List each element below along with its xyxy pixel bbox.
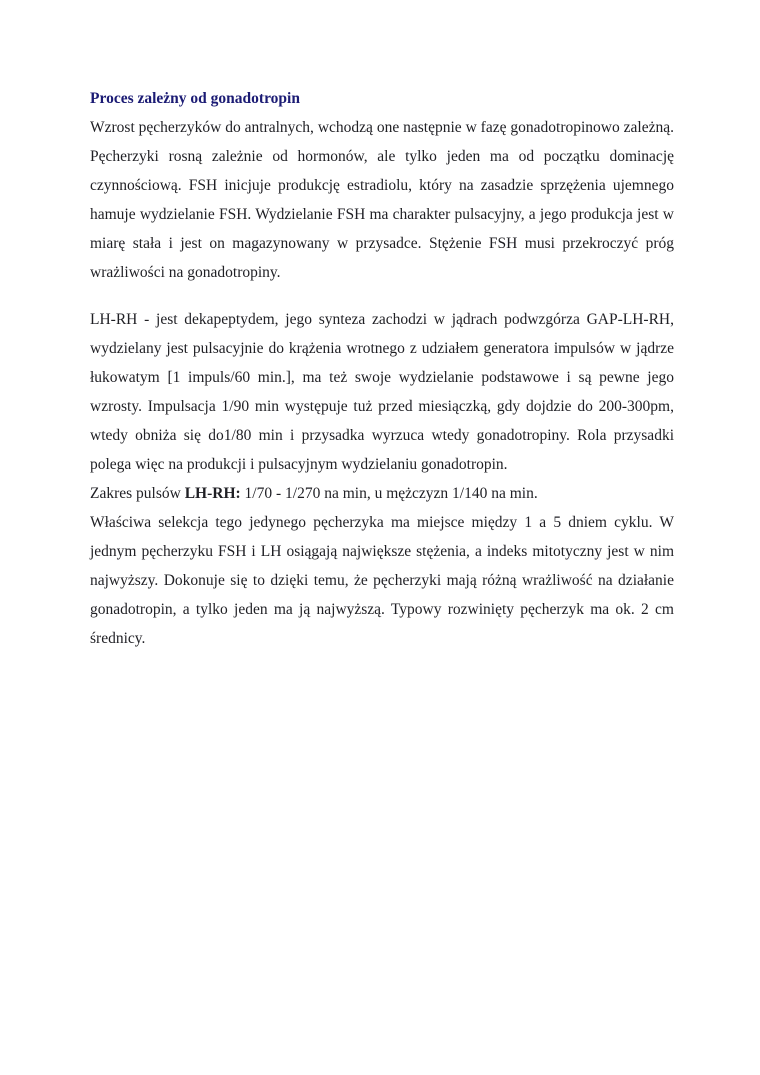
text-run-lhrh-bold: LH-RH: — [184, 485, 241, 502]
text-run: Zakres pulsów — [90, 485, 185, 502]
text-run: 1/70 - 1/270 na min, u mężczyzn 1/140 na min. — [240, 485, 538, 502]
paragraph-pulse-range — [90, 479, 674, 508]
paragraph-follicle-selection: Właściwa selekcja tego jedynego pęcherzyka ma miejsce między 1 a 5 dniem cyklu. W jednym pęcherzyku FSH i LH osiągają największe stężenia, a indeks mitotyczny jest w nim najwyższy. Dokonuje się to dzięki temu, że pęcherzyki mają różną wrażliwość na działanie gonadotropin, a tylko jeden ma ją najwyższą. Typowy rozwinięty pęcherzyk ma ok. 2 cm średnicy. — [90, 514, 674, 647]
paragraph-lhrh-decapeptide: LH-RH - jest dekapeptydem, jego synteza zachodzi w jądrach podwzgórza GAP-LH-RH, wydzielany jest pulsacyjnie do krążenia wrotnego z udziałem generatora impulsów w jądrze łukowatym [1 impuls/60 min.], ma też swoje wydzielanie podstawowe i są pewne jego wzrosty. Impulsacja 1/90 min występuje tuż przed miesiączką, gdy dojdzie do 200-300pm, wtedy obniża się do1/80 min i przysadka wyrzuca wtedy gonadotropiny. Rola przysadki polega więc na produkcji i pulsacyjnym wydzielaniu gonadotropin. — [90, 311, 674, 473]
document-content — [90, 84, 674, 653]
document-heading: Proces zależny od gonadotropin — [90, 90, 300, 107]
paragraph-follicle-growth: Wzrost pęcherzyków do antralnych, wchodzą one następnie w fazę gonadotropinowo zależną. Pęcherzyki rosną zależnie od hormonów, ale tylko jeden ma od początku dominację czynnościową. FSH inicjuje produkcję estradiolu, który na zasadzie sprzężenia ujemnego hamuje wydzielanie FSH. Wydzielanie FSH ma charakter pulsacyjny, a jego produkcja jest w miarę stała i jest on magazynowany w przysadce. Stężenie FSH musi przekroczyć próg wrażliwości na gonadotropiny. — [90, 119, 674, 281]
